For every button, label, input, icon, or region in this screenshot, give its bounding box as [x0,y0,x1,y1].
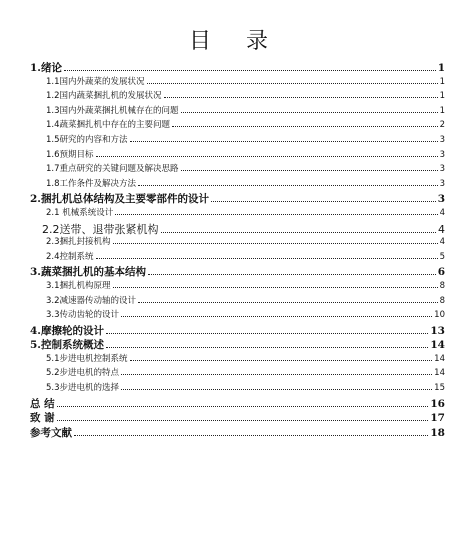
toc-chapter-row[interactable] [30,410,445,425]
toc-entry-label: 1.4蔬菜捆扎机中存在的主要问题 [46,120,171,131]
toc-dot-leader [147,83,438,84]
toc-page-number: 8 [439,280,445,291]
toc-dot-leader [96,156,438,157]
toc-section-row[interactable] [30,221,445,236]
toc-section-row[interactable] [30,89,445,104]
toc-dot-leader [106,347,428,348]
toc-dot-leader [64,70,436,71]
toc-entry-label: 2.捆扎机总体结构及主要零部件的设计 [30,193,209,206]
toc-dot-leader [164,97,438,98]
toc-page-number: 4 [439,207,445,218]
toc-section-row[interactable] [30,352,445,367]
toc-page-number: 17 [430,412,445,425]
toc-dot-leader [121,389,432,390]
toc-dot-leader [57,420,429,421]
toc-section-row[interactable] [30,162,445,177]
toc-dot-leader [211,201,436,202]
toc-entry-label: 1.6预期目标 [46,149,94,160]
toc-entry-label: 4.摩擦轮的设计 [30,324,104,337]
toc-dot-leader [121,374,432,375]
toc-entry-label: 3.1捆扎机构原理 [46,280,111,291]
toc-entry-label: 3.3传动齿轮的设计 [46,310,120,321]
toc-entry-label: 5.3步进电机的选择 [46,383,120,394]
toc-page-number: 1 [439,76,445,87]
toc-chapter-row[interactable] [30,323,445,338]
toc-entry-label: 参考文献 [30,426,72,439]
toc-section-row[interactable] [30,250,445,265]
toc-chapter-row[interactable] [30,425,445,440]
toc-dot-leader [113,243,438,244]
toc-dot-leader [130,360,433,361]
toc-dot-leader [161,232,437,233]
toc-chapter-row[interactable] [30,264,445,279]
toc-section-row[interactable] [30,75,445,90]
toc-entry-label: 1.绪论 [30,62,62,74]
toc-page-number: 2 [439,120,445,131]
toc-dot-leader [74,435,428,436]
toc-entry-label: 1.5研究的内容和方法 [46,134,128,145]
toc-section-row[interactable] [30,104,445,119]
toc-section-row[interactable] [30,366,445,381]
toc-section-row[interactable] [30,308,445,323]
toc-dot-leader [115,214,437,215]
toc-page-number: 13 [430,324,445,337]
toc-dot-leader [148,274,436,275]
toc-entry-label: 1.7重点研究的关键问题及解决思路 [46,164,179,175]
toc-chapter-row[interactable] [30,396,445,411]
toc-section-row[interactable] [30,177,445,192]
toc-entry-label: 1.2国内蔬菜捆扎机的发展状况 [46,91,162,102]
toc-dot-leader [106,333,428,334]
toc-page-number: 3 [437,193,445,206]
toc-page-number: 3 [439,149,445,160]
toc-dot-leader [181,112,438,113]
toc-page-number: 15 [434,383,445,394]
toc-page-number: 14 [430,339,445,352]
toc-dot-leader [57,406,429,407]
toc-page-number: 1 [437,62,445,74]
toc-entry-label: 2.4控制系统 [46,251,94,262]
toc-page-number: 10 [434,310,445,321]
toc-page-number: 14 [434,353,445,364]
toc-dot-leader [138,185,438,186]
toc-section-row[interactable] [30,148,445,163]
toc-dot-leader [96,258,438,259]
table-of-contents [30,60,445,439]
toc-dot-leader [130,141,438,142]
toc-entry-label: 总 结 [30,397,55,410]
toc-section-row[interactable] [30,279,445,294]
toc-dot-leader [138,302,438,303]
toc-entry-label: 5.2步进电机的特点 [46,368,120,379]
toc-entry-label: 2.1 机械系统设计 [46,207,114,218]
toc-page-number: 6 [437,266,445,279]
toc-page-number: 16 [430,397,445,410]
toc-dot-leader [121,316,432,317]
toc-section-row[interactable] [30,206,445,221]
page-title: 目 录 [189,29,282,54]
toc-entry-label: 1.3国内外蔬菜捆扎机械存在的问题 [46,105,179,116]
toc-page-number: 1 [439,105,445,116]
toc-chapter-row[interactable] [30,337,445,352]
toc-page-number: 8 [439,295,445,306]
toc-page-number: 5 [439,251,445,262]
toc-entry-label: 5.1步进电机控制系统 [46,353,128,364]
toc-page-number: 4 [439,237,445,248]
toc-page-number: 3 [439,164,445,175]
toc-page-number: 18 [430,426,445,439]
toc-section-row[interactable] [30,381,445,396]
toc-chapter-row[interactable] [30,191,445,206]
toc-page-number: 3 [439,178,445,189]
toc-section-row[interactable] [30,235,445,250]
toc-entry-label: 5.控制系统概述 [30,339,104,352]
toc-page-number: 1 [439,91,445,102]
toc-entry-label: 3.蔬菜捆扎机的基本结构 [30,266,146,279]
toc-dot-leader [181,170,438,171]
toc-section-row[interactable] [30,133,445,148]
toc-section-row[interactable] [30,118,445,133]
toc-section-row[interactable] [30,294,445,309]
toc-page-number: 4 [438,222,445,236]
toc-page-number: 14 [434,368,445,379]
toc-entry-label: 2.3捆扎封接机构 [46,237,111,248]
toc-page-number: 3 [439,134,445,145]
toc-dot-leader [113,287,438,288]
toc-entry-label: 致 谢 [30,412,55,425]
toc-entry-label: 1.1国内外蔬菜的发展状况 [46,76,145,87]
toc-entry-label: 1.8工作条件及解决方法 [46,178,137,189]
toc-chapter-row[interactable] [30,60,445,75]
toc-entry-label: 3.2减速器传动轴的设计 [46,295,137,306]
toc-dot-leader [172,126,438,127]
toc-entry-label: 2.2送带、退带张紧机构 [42,222,159,236]
